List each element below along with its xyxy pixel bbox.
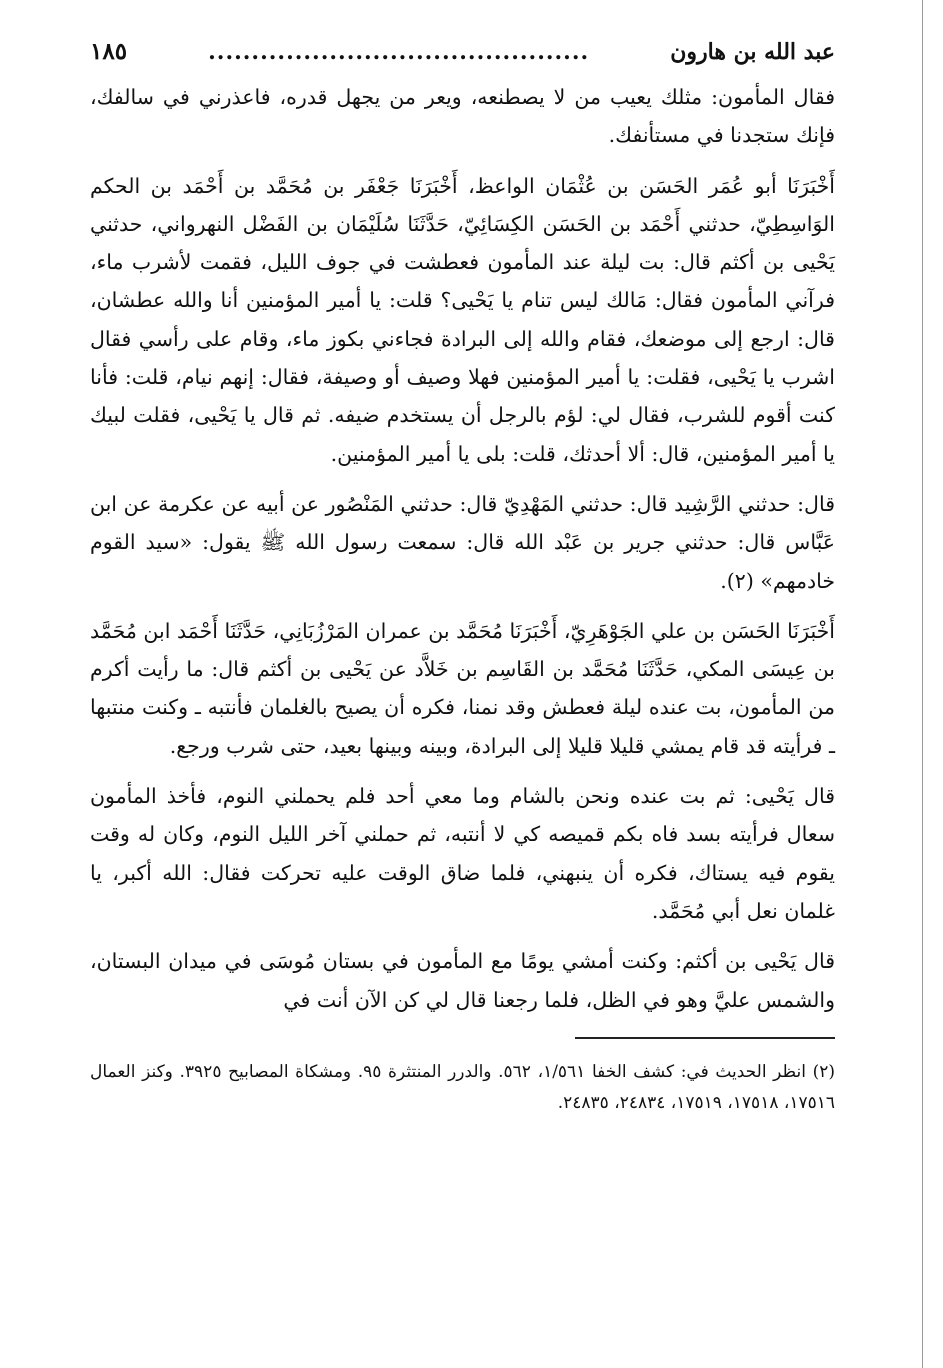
paragraph: قال: حدثني الرَّشِيد قال: حدثني المَهْدِيّ قال: حدثني المَنْصُور عن أبيه عن عكرمة عن ابن عَبَّاس قال: حدثني جرير بن عَبْد الله قال: سمعت رسول الله ﷺ يقول: «سيد القوم خادمهم» (٢). bbox=[90, 491, 835, 593]
running-header bbox=[90, 30, 835, 74]
paragraph: أَخْبَرَنَا الحَسَن بن علي الجَوْهَرِيّ، أَخْبَرَنَا مُحَمَّد بن عمران المَرْزُبَانِي، حَدَّثَنَا أَحْمَد ابن مُحَمَّد بن عِيسَى المكي، حَدَّثَنَا مُحَمَّد بن القَاسِم بن خَلاَّد عن يَحْيى بن أكثم قال: ما رأيت أكرم من المأمون، بت عنده ليلة فعطش وقد نمنا، فكره أن يصيح بالغلمان فأنتبه ـ وكنت منتبها ـ فرأيته قد قام يمشي قليلا قليلا إلى البرادة، وبينه وبينها بعيد، حتى شرب ورجع. bbox=[90, 618, 835, 758]
page-number: ١٨٥ bbox=[90, 38, 128, 65]
header-dot-leader: ............................................ bbox=[208, 39, 590, 65]
footnote-divider bbox=[575, 1037, 835, 1039]
paragraph: أَخْبَرَنَا أبو عُمَر الحَسَن بن عُثْمَان الواعظ، أَخْبَرَنَا جَعْفَر بن مُحَمَّد بن أَحْمَد بن الحكم الوَاسِطِيّ، حدثني أَحْمَد بن الحَسَن الكِسَائِيّ، حَدَّثَنَا سُلَيْمَان بن الفَضْل النهرواني، حدثني يَحْيى بن أكثم قال: بت ليلة عند المأمون فعطشت في جوف الليل، فقمت لأشرب ماء، فرآني المأمون فقال: مَالك ليس تنام يا يَحْيى؟ قلت: يا أمير المؤمنين أنا والله عطشان، قال: ارجع إلى موضعك، فقام والله إلى البرادة فجاءني بكوز ماء، وقام على رأسي فقال اشرب يا يَحْيى، فقلت: يا أمير المؤمنين فهلا وصيف أو وصيفة، فقال: إنهم نيام، قلت: فأنا كنت أقوم للشرب، فقال لي: لؤم بالرجل أن يستخدم ضيفه. ثم قال يا يَحْيى، فقلت لبيك يا أمير المؤمنين، قال: ألا أحدثك، قلت: بلى يا أمير المؤمنين. bbox=[90, 173, 835, 466]
paragraph: قال يَحْيى بن أكثم: وكنت أمشي يومًا مع المأمون في بستان مُوسَى في ميدان البستان، والشمس عليَّ وهو في الظل، فلما رجعنا قال لي كن الآن أنت في bbox=[90, 949, 835, 1012]
footnote: (٢) انظر الحديث في: كشف الخفا ١/٥٦١، ٥٦٢. والدرر المنتثرة ٩٥. ومشكاة المصابيح ٣٩٢٥. وكنز العمال ١٧٥١٦، ١٧٥١٨، ١٧٥١٩، ٢٤٨٣٤، ٢٤٨٣٥. bbox=[90, 1061, 835, 1113]
page-edge-rule bbox=[922, 0, 923, 1368]
running-header-title: عبد الله بن هارون bbox=[670, 39, 835, 65]
paragraph: فقال المأمون: مثلك يعيب من لا يصطنعه، ويعر من يجهل قدره، فاعذرني في سالفك، فإنك ستجدنا في مستأنفك. bbox=[90, 85, 835, 148]
book-page bbox=[90, 30, 835, 1119]
paragraph: قال يَحْيى: ثم بت عنده ونحن بالشام وما معي أحد فلم يحملني النوم، فأخذ المأمون سعال فرأيته بسد فاه بكم قميصه كي لا أنتبه، ثم حملني آخر الليل النوم، وكان له وقت يقوم فيه يستاك، فكره أن ينبهني، فلما ضاق الوقت عليه تحركت فقال: الله أكبر، يا غلمان نعل أبي مُحَمَّد. bbox=[90, 784, 835, 923]
page-body bbox=[90, 78, 835, 1019]
